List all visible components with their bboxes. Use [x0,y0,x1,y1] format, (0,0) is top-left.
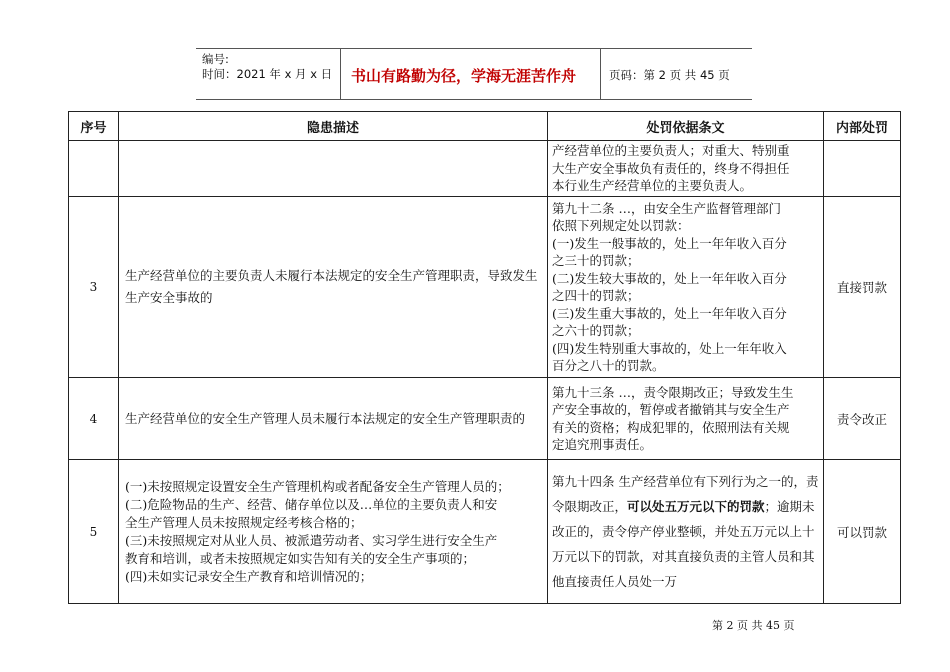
header-page-label: 页码：第 2 页 共 45 页 [609,68,730,82]
basis-line: 之六十的罚款； [552,323,640,338]
desc-line: 全生产管理人员未按照规定经考核合格的； [125,514,363,530]
desc-line: (三)未按照规定对从业人员、被派遣劳动者、实习学生进行安全生产 [125,532,498,548]
basis-line: (三)发生重大事故的，处上一年年收入百分 [552,305,787,321]
row-basis [548,141,824,197]
header-motto: 书山有路勤为径，学海无涯苦作舟 [351,67,577,85]
header-meta [202,52,332,82]
date-label: 时间：2021 年 x 月 x 日 [202,67,333,81]
row-penalty: 责令改正 [824,378,901,460]
desc-line: 教育和培训，或者未按照规定如实告知有关的安全生产事项的； [125,550,476,566]
row-description: 生产经营单位的安全生产管理人员未履行本法规定的安全生产管理职责的 [119,378,548,460]
basis-bold-text: 可以处五万元以下的罚款 [627,499,765,514]
basis-text: ；逾期未改正的，责令停产停业整顿，并处五万元以上十万元以下的罚款，对其直接负责的主管人员和其他直接责任人员处一万 [552,499,815,589]
basis-line: 大生产安全事故负有责任的，终身不得担任 [552,160,790,176]
page-footer: 第 2 页 共 45 页 [712,619,795,632]
basis-line: 之三十的罚款； [552,253,640,268]
basis-line: 产经营单位的主要负责人；对重大、特别重 [552,143,790,159]
basis-line: 有关的资格；构成犯罪的，依照刑法有关规 [552,419,790,435]
table-header-row [69,112,901,141]
row-description [119,460,548,604]
col-header-penalty: 内部处罚 [824,112,901,141]
basis-line: 本行业生产经营单位的主要负责人。 [552,178,753,194]
row-basis [548,460,824,604]
desc-line: (二)危险物品的生产、经营、储存单位以及…单位的主要负责人和安 [125,496,498,512]
basis-line: 产安全事故的，暂停或者撤销其与安全生产 [552,402,790,417]
table-row [69,141,901,197]
row-basis [548,197,824,378]
col-header-description: 隐患描述 [119,112,548,141]
hazard-penalty-table [68,111,901,604]
header-divider [600,49,601,99]
basis-line: 第九十三条 …，责令限期改正；导致发生生 [552,384,794,400]
basis-line: (四)发生特别重大事故的，处上一年年收入 [552,340,787,356]
basis-line: 依照下列规定处以罚款： [552,218,690,233]
row-number: 3 [69,197,119,378]
basis-line: 之四十的罚款； [552,288,640,303]
row-penalty [824,141,901,197]
basis-line: 第九十二条 …，由安全生产监督管理部门 [552,200,781,216]
col-header-basis: 处罚依据条文 [548,112,824,141]
col-header-number: 序号 [69,112,119,141]
table-row [69,197,901,378]
desc-line: (四)未如实记录安全生产教育和培训情况的； [125,568,373,584]
row-penalty: 可以罚款 [824,460,901,604]
basis-line: 百分之八十的罚款。 [552,358,665,373]
row-number [69,141,119,197]
basis-line: (二)发生较大事故的，处上一年年收入百分 [552,270,787,286]
number-label: 编号: [202,52,229,66]
basis-line: 定追究刑事责任。 [552,437,653,452]
row-number: 5 [69,460,119,604]
document-header [196,48,752,100]
row-basis [548,378,824,460]
table-row [69,378,901,460]
header-divider [340,49,341,99]
row-penalty: 直接罚款 [824,197,901,378]
desc-line: (一)未按照规定设置安全生产管理机构或者配备安全生产管理人员的； [125,478,510,494]
row-number: 4 [69,378,119,460]
row-description [119,141,548,197]
row-description: 生产经营单位的主要负责人未履行本法规定的安全生产管理职责，导致发生生产安全事故的 [119,197,548,378]
basis-text: 第九十四条 生产经营单位有下列行为之一的，责令限期改正， [552,474,819,514]
table-row [69,460,901,604]
basis-line: (一)发生一般事故的，处上一年年收入百分 [552,235,787,251]
